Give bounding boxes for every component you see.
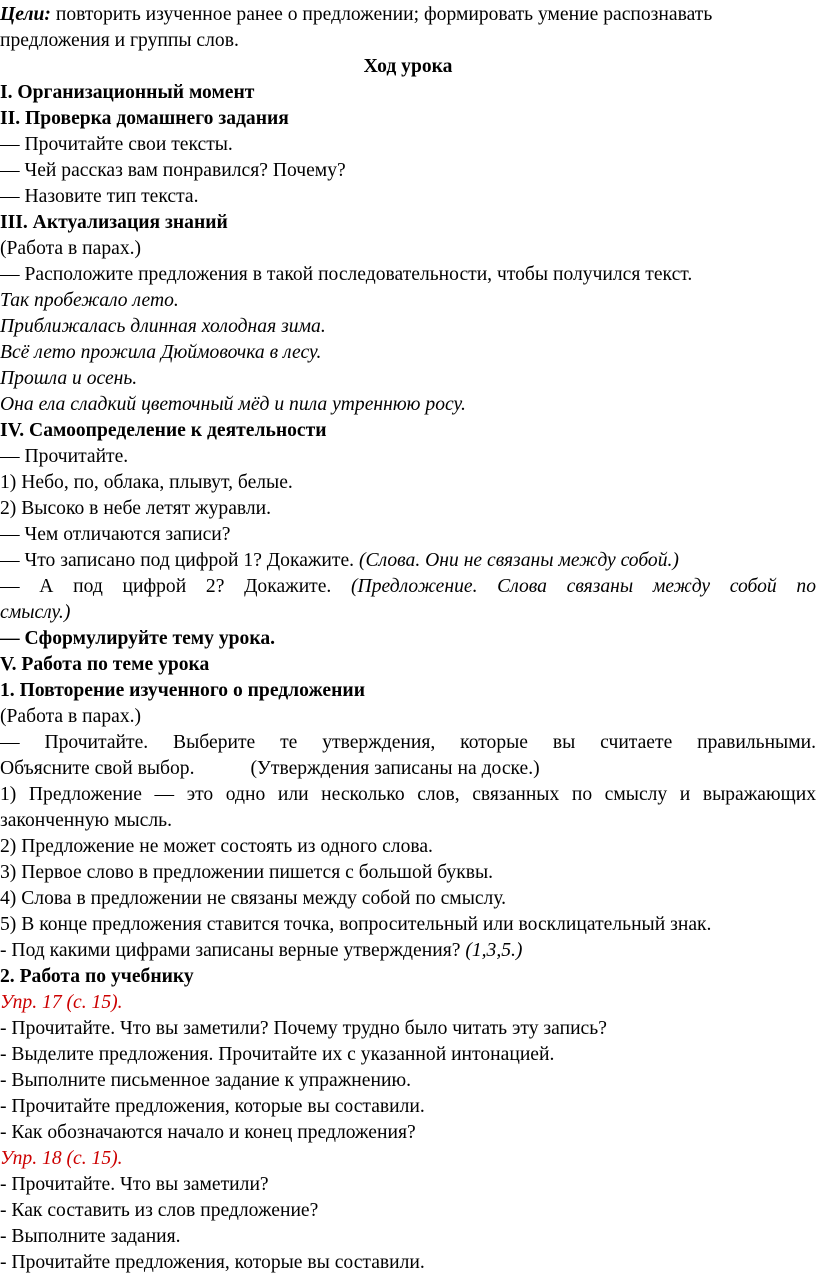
- story-sentence: Она ела сладкий цветочный мёд и пила утреннюю росу.: [0, 394, 466, 415]
- record-1: 1) Небо, по, облака, плывут, белые.: [0, 472, 293, 493]
- section-1-title: I. Организационный момент: [0, 82, 255, 103]
- story-sentence: Прошла и осень.: [0, 368, 138, 389]
- pair-work-note: (Работа в парах.): [0, 706, 142, 727]
- list-item: — Назовите тип текста.: [0, 186, 199, 207]
- goals-label: Цели:: [0, 4, 51, 25]
- answer-text: (1,3,5.): [465, 940, 523, 961]
- statement-3: 3) Первое слово в предложении пишется с большой буквы.: [0, 862, 494, 883]
- statement-1: 1) Предложение — это одно или несколько слов, связанных по смыслу и выражающих: [0, 784, 816, 805]
- goals-text: повторить изученное ранее о предложении; формировать умение распознавать: [50, 4, 713, 25]
- formulate-topic: — Сформулируйте тему урока.: [0, 628, 276, 649]
- answer-text: (Слова. Они не связаны между собой.): [358, 550, 679, 571]
- list-item: — Прочитайте свои тексты.: [0, 134, 233, 155]
- list-item: - Прочитайте. Что вы заметили? Почему трудно было читать эту запись?: [0, 1018, 607, 1039]
- section-5-title: V. Работа по теме урока: [0, 654, 210, 675]
- story-sentence: Всё лето прожила Дюймовочка в лесу.: [0, 342, 322, 363]
- list-item: - Прочитайте предложения, которые вы составили.: [0, 1096, 425, 1117]
- section-2-title: II. Проверка домашнего задания: [0, 108, 289, 129]
- list-item: — Чей рассказ вам понравился? Почему?: [0, 160, 346, 181]
- list-item: - Прочитайте. Что вы заметили?: [0, 1174, 269, 1195]
- section-3-title: III. Актуализация знаний: [0, 212, 228, 233]
- ordering-task: — Расположите предложения в такой последовательности, чтобы получился текст.: [0, 264, 693, 285]
- read-instruction: — Прочитайте.: [0, 446, 129, 467]
- statement-2: 2) Предложение не может состоять из одного слова.: [0, 836, 433, 857]
- question-difference: — Чем отличаются записи?: [0, 524, 231, 545]
- goals-line: [0, 2, 816, 28]
- subsection-1-title: 1. Повторение изученного о предложении: [0, 680, 365, 701]
- question-record-1: [0, 548, 816, 574]
- statement-4: 4) Слова в предложении не связаны между собой по смыслу.: [0, 888, 507, 909]
- section-4-title: IV. Самоопределение к деятельности: [0, 420, 327, 441]
- answer-text-continued: смыслу.): [0, 602, 71, 623]
- list-item: - Выполните задания.: [0, 1226, 181, 1247]
- list-item: - Как обозначаются начало и конец предложения?: [0, 1122, 416, 1143]
- lesson-heading: Ход урока: [363, 56, 453, 77]
- exercise-18-reference: Упр. 18 (с. 15).: [0, 1148, 123, 1169]
- statements-task-continued: [0, 756, 816, 782]
- question-text: — Что записано под цифрой 1? Докажите.: [0, 550, 359, 571]
- goals-text-continued: предложения и группы слов.: [0, 30, 239, 51]
- correct-statements-question: [0, 938, 816, 964]
- question-text: — А под цифрой 2? Докажите.: [0, 576, 352, 597]
- statement-1-continued: законченную мысль.: [0, 810, 172, 831]
- pair-work-note: (Работа в парах.): [0, 238, 142, 259]
- answer-text: (Предложение. Слова связаны между собой по: [351, 576, 816, 597]
- question-record-2: [0, 574, 816, 600]
- explain-choice: Объясните свой выбор.: [0, 758, 195, 779]
- story-sentence: Приближалась длинная холодная зима.: [0, 316, 326, 337]
- list-item: - Прочитайте предложения, которые вы составили.: [0, 1252, 425, 1273]
- statement-5: 5) В конце предложения ставится точка, вопросительный или восклицательный знак.: [0, 914, 712, 935]
- statements-task: — Прочитайте. Выберите те утверждения, которые вы считаете правильными.: [0, 732, 816, 753]
- list-item: - Выделите предложения. Прочитайте их с указанной интонацией.: [0, 1044, 555, 1065]
- exercise-17-reference: Упр. 17 (с. 15).: [0, 992, 123, 1013]
- list-item: - Выполните письменное задание к упражнению.: [0, 1070, 411, 1091]
- question-text: - Под какими цифрами записаны верные утверждения?: [0, 940, 466, 961]
- board-note: (Утверждения записаны на доске.): [250, 758, 540, 779]
- story-sentence: Так пробежало лето.: [0, 290, 179, 311]
- subsection-2-title: 2. Работа по учебнику: [0, 966, 194, 987]
- list-item: - Как составить из слов предложение?: [0, 1200, 319, 1221]
- record-2: 2) Высоко в небе летят журавли.: [0, 498, 272, 519]
